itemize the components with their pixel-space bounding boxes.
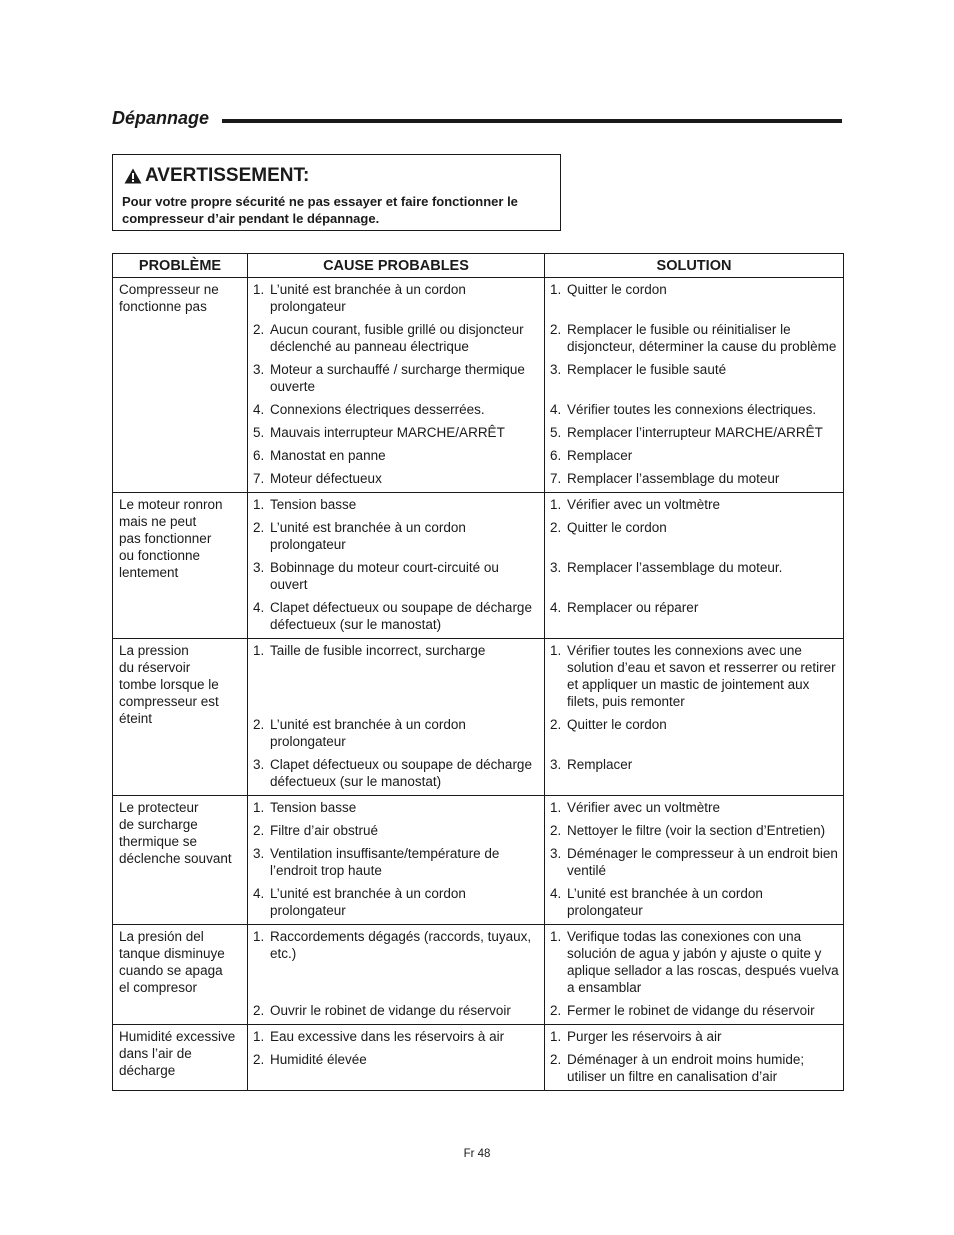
cause-cell xyxy=(248,278,545,493)
solution-item xyxy=(550,470,839,487)
cause-number: 6. xyxy=(253,448,265,463)
cause-number: 1. xyxy=(253,497,265,512)
cause-item xyxy=(253,1002,540,1019)
solution-text: Quitter le cordon xyxy=(567,520,667,535)
problem-cell: Compresseur ne fonctionne pas xyxy=(113,278,248,493)
cause-item xyxy=(253,642,540,710)
solution-item xyxy=(550,401,839,418)
solution-text: Quitter le cordon xyxy=(567,717,667,732)
cause-item xyxy=(253,822,540,839)
cause-number: 2. xyxy=(253,1052,265,1067)
cause-text: Ventilation insuffisante/température de l’endroit trop haute xyxy=(270,846,500,878)
solution-text: Remplacer l’assemblage du moteur. xyxy=(567,560,783,575)
problem-cell: Le protecteur de surcharge thermique se déclenche souvant xyxy=(113,796,248,925)
solution-number: 3. xyxy=(550,362,562,377)
warning-box xyxy=(112,154,561,231)
cause-number: 5. xyxy=(253,425,265,440)
solution-text: Remplacer xyxy=(567,448,633,463)
cause-item xyxy=(253,845,540,879)
cause-text: L’unité est branchée à un cordon prolongateur xyxy=(270,520,466,552)
cause-text: Bobinnage du moteur court-circuité ou ouvert xyxy=(270,560,499,592)
solution-text: Quitter le cordon xyxy=(567,282,667,297)
solution-item xyxy=(550,756,839,790)
solution-number: 7. xyxy=(550,471,562,486)
cause-number: 4. xyxy=(253,886,265,901)
solution-item xyxy=(550,928,839,996)
solution-text: Remplacer le fusible ou réinitialiser le disjoncteur, déterminer la cause du problème xyxy=(567,322,837,354)
solution-text: L’unité est branchée à un cordon prolongateur xyxy=(567,886,763,918)
solution-number: 1. xyxy=(550,800,562,815)
troubleshooting-table xyxy=(112,253,844,1091)
warning-heading-text: AVERTISSEMENT: xyxy=(145,165,310,186)
cause-text: Mauvais interrupteur MARCHE/ARRÊT xyxy=(270,425,505,440)
cause-text: L’unité est branchée à un cordon prolongateur xyxy=(270,886,466,918)
solution-text: Remplacer l’interrupteur MARCHE/ARRÊT xyxy=(567,425,823,440)
cause-item xyxy=(253,559,540,593)
cause-item xyxy=(253,1051,540,1085)
cause-cell xyxy=(248,493,545,639)
problem-cell: La pression du réservoir tombe lorsque le compresseur est éteint xyxy=(113,639,248,796)
cause-number: 3. xyxy=(253,560,265,575)
header-probleme: PROBLÈME xyxy=(113,254,248,278)
solution-item xyxy=(550,716,839,750)
solution-number: 1. xyxy=(550,643,562,658)
cause-number: 3. xyxy=(253,757,265,772)
cause-item xyxy=(253,1028,540,1045)
cause-cell xyxy=(248,1025,545,1091)
cause-item xyxy=(253,519,540,553)
page-number: Fr 48 xyxy=(463,1148,491,1160)
header-cause: CAUSE PROBABLES xyxy=(248,254,545,278)
solution-text: Déménager le compresseur à un endroit bien ventilé xyxy=(567,846,838,878)
cause-text: Filtre d’air obstrué xyxy=(270,823,379,838)
solution-item xyxy=(550,519,839,553)
solution-text: Fermer le robinet de vidange du réservoir xyxy=(567,1003,815,1018)
table-body xyxy=(113,278,844,1091)
warning-heading xyxy=(124,165,309,187)
solution-text: Vérifier avec un voltmètre xyxy=(567,497,721,512)
problem-cell: Humidité excessive dans l’air de décharge xyxy=(113,1025,248,1091)
cause-number: 2. xyxy=(253,717,265,732)
table-row xyxy=(113,493,844,639)
solution-item xyxy=(550,424,839,441)
solution-item xyxy=(550,559,839,593)
cause-number: 1. xyxy=(253,1029,265,1044)
solution-cell xyxy=(545,278,844,493)
solution-text: Vérifier toutes les connexions avec une solution d’eau et savon et resserrer ou retirer et appliquer un mastic de jointement aux filets, puis remonter xyxy=(567,643,836,709)
solution-number: 5. xyxy=(550,425,562,440)
cause-item xyxy=(253,928,540,996)
table-row xyxy=(113,796,844,925)
cause-number: 4. xyxy=(253,600,265,615)
solution-item xyxy=(550,1028,839,1045)
cause-text: Aucun courant, fusible grillé ou disjoncteur déclenché au panneau électrique xyxy=(270,322,524,354)
cause-text: Clapet défectueux ou soupape de décharge défectueux (sur le manostat) xyxy=(270,600,532,632)
cause-number: 7. xyxy=(253,471,265,486)
cause-item xyxy=(253,401,540,418)
solution-item xyxy=(550,799,839,816)
solution-item xyxy=(550,281,839,315)
header-row xyxy=(113,254,844,278)
solution-text: Verifique todas las conexiones con una solución de agua y jabón y ajuste o quite y aplique sellador a las roscas, después vuelva a ensamblar xyxy=(567,929,839,995)
solution-number: 4. xyxy=(550,600,562,615)
solution-number: 2. xyxy=(550,322,562,337)
cause-text: Moteur défectueux xyxy=(270,471,382,486)
cause-cell xyxy=(248,639,545,796)
cause-item xyxy=(253,756,540,790)
solution-item xyxy=(550,447,839,464)
cause-text: Clapet défectueux ou soupape de décharge défectueux (sur le manostat) xyxy=(270,757,532,789)
solution-number: 2. xyxy=(550,717,562,732)
solution-text: Déménager à un endroit moins humide; utiliser un filtre en canalisation d’air xyxy=(567,1052,805,1084)
cause-cell xyxy=(248,925,545,1025)
solution-cell xyxy=(545,1025,844,1091)
cause-text: L’unité est branchée à un cordon prolongateur xyxy=(270,717,466,749)
solution-number: 6. xyxy=(550,448,562,463)
cause-item xyxy=(253,716,540,750)
solution-item xyxy=(550,642,839,710)
solution-text: Purger les réservoirs à air xyxy=(567,1029,722,1044)
table-row xyxy=(113,1025,844,1091)
solution-item xyxy=(550,822,839,839)
solution-text: Vérifier toutes les connexions électriques. xyxy=(567,402,817,417)
solution-number: 4. xyxy=(550,402,562,417)
solution-number: 1. xyxy=(550,497,562,512)
solution-number: 2. xyxy=(550,1052,562,1067)
solution-number: 2. xyxy=(550,520,562,535)
cause-item xyxy=(253,361,540,395)
cause-number: 1. xyxy=(253,800,265,815)
table-row xyxy=(113,278,844,493)
solution-cell xyxy=(545,796,844,925)
cause-text: Manostat en panne xyxy=(270,448,386,463)
cause-number: 1. xyxy=(253,929,265,944)
cause-text: Tension basse xyxy=(270,497,357,512)
solution-cell xyxy=(545,925,844,1025)
cause-text: Ouvrir le robinet de vidange du réservoir xyxy=(270,1003,511,1018)
solution-number: 3. xyxy=(550,560,562,575)
solution-item xyxy=(550,496,839,513)
solution-number: 2. xyxy=(550,1003,562,1018)
cause-number: 4. xyxy=(253,402,265,417)
solution-number: 2. xyxy=(550,823,562,838)
cause-item xyxy=(253,599,540,633)
cause-number: 3. xyxy=(253,362,265,377)
warning-text: Pour votre propre sécurité ne pas essayer et faire fonctionner le compresseur d’air pendant le dépannage. xyxy=(122,194,518,226)
solution-item xyxy=(550,1051,839,1085)
warning-triangle-icon xyxy=(124,168,142,184)
solution-item xyxy=(550,885,839,919)
cause-number: 2. xyxy=(253,520,265,535)
solution-item xyxy=(550,361,839,395)
cause-item xyxy=(253,470,540,487)
solution-cell xyxy=(545,493,844,639)
cause-number: 1. xyxy=(253,282,265,297)
cause-item xyxy=(253,321,540,355)
solution-text: Vérifier avec un voltmètre xyxy=(567,800,721,815)
solution-item xyxy=(550,1002,839,1019)
solution-text: Remplacer ou réparer xyxy=(567,600,699,615)
solution-number: 3. xyxy=(550,757,562,772)
cause-text: Raccordements dégagés (raccords, tuyaux, etc.) xyxy=(270,929,532,961)
cause-number: 3. xyxy=(253,846,265,861)
cause-item xyxy=(253,281,540,315)
table-row xyxy=(113,925,844,1025)
solution-text: Remplacer le fusible sauté xyxy=(567,362,727,377)
cause-item xyxy=(253,799,540,816)
problem-cell: La presión del tanque disminuye cuando se apaga el compresor xyxy=(113,925,248,1025)
cause-number: 2. xyxy=(253,1003,265,1018)
problem-cell: Le moteur ronron mais ne peut pas fonctionner ou fonctionne lentement xyxy=(113,493,248,639)
table-row xyxy=(113,639,844,796)
cause-item xyxy=(253,496,540,513)
cause-text: Taille de fusible incorrect, surcharge xyxy=(270,643,486,658)
solution-text: Remplacer xyxy=(567,757,633,772)
cause-item xyxy=(253,447,540,464)
cause-cell xyxy=(248,796,545,925)
cause-text: Moteur a surchauffé / surcharge thermique ouverte xyxy=(270,362,525,394)
cause-text: L’unité est branchée à un cordon prolongateur xyxy=(270,282,466,314)
cause-number: 2. xyxy=(253,823,265,838)
cause-text: Eau excessive dans les réservoirs à air xyxy=(270,1029,505,1044)
header-solution: SOLUTION xyxy=(545,254,844,278)
cause-text: Tension basse xyxy=(270,800,357,815)
title-rule xyxy=(222,119,842,123)
solution-number: 1. xyxy=(550,929,562,944)
solution-item xyxy=(550,599,839,633)
solution-text: Nettoyer le filtre (voir la section d’Entretien) xyxy=(567,823,826,838)
solution-number: 1. xyxy=(550,1029,562,1044)
cause-number: 1. xyxy=(253,643,265,658)
solution-item xyxy=(550,845,839,879)
section-title: Dépannage xyxy=(112,108,210,128)
solution-number: 1. xyxy=(550,282,562,297)
cause-number: 2. xyxy=(253,322,265,337)
cause-text: Connexions électriques desserrées. xyxy=(270,402,485,417)
solution-text: Remplacer l’assemblage du moteur xyxy=(567,471,780,486)
solution-number: 3. xyxy=(550,846,562,861)
cause-item xyxy=(253,885,540,919)
cause-item xyxy=(253,424,540,441)
solution-item xyxy=(550,321,839,355)
solution-cell xyxy=(545,639,844,796)
cause-text: Humidité élevée xyxy=(270,1052,367,1067)
solution-number: 4. xyxy=(550,886,562,901)
